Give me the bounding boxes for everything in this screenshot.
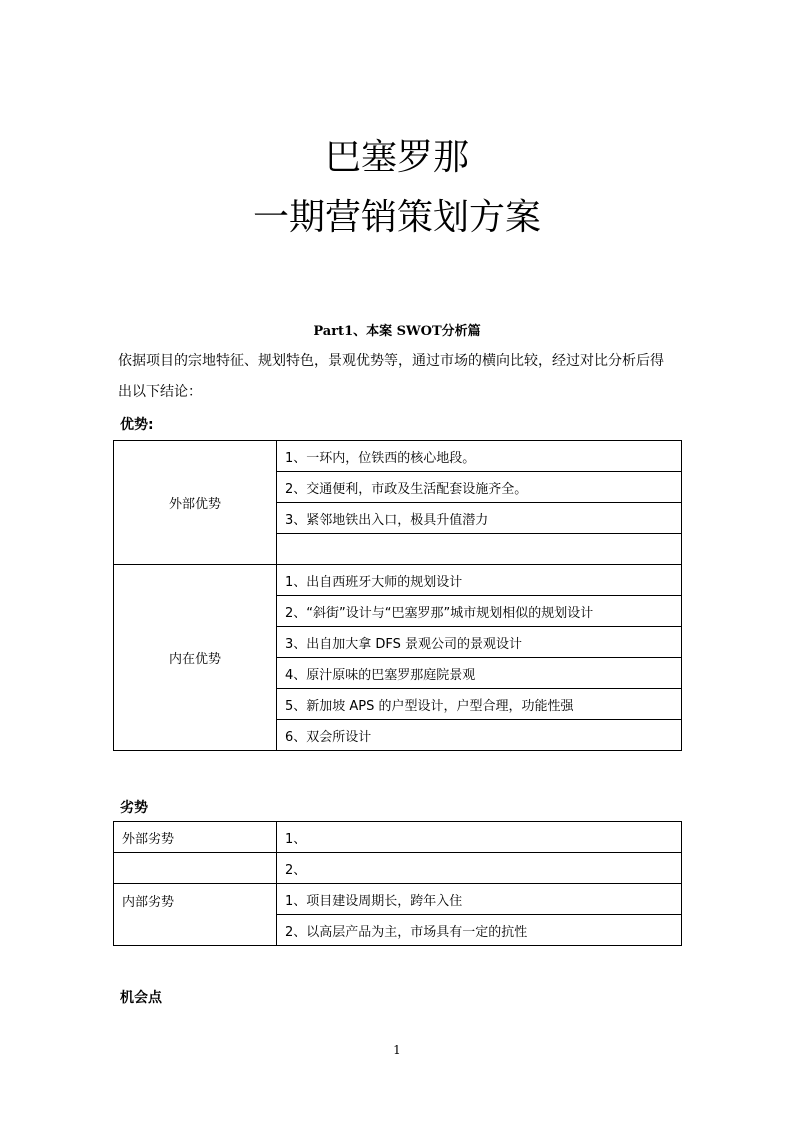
internal-disadvantages-category: 内部劣势 xyxy=(114,884,277,946)
empty-category-cell xyxy=(114,853,277,884)
page-number: 1 xyxy=(393,1043,401,1057)
document-title-line2: 一期营销策划方案 xyxy=(252,197,541,238)
table-cell: 3、紧邻地铁出入口，极具升值潜力 xyxy=(277,503,682,534)
advantages-table xyxy=(113,440,682,751)
table-cell: 4、原汁原味的巴塞罗那庭院景观 xyxy=(277,658,682,689)
table-cell: 5、新加坡 APS 的户型设计，户型合理，功能性强 xyxy=(277,689,682,720)
table-cell: 1、 xyxy=(277,822,682,853)
table-row xyxy=(114,565,682,596)
document-title-line1: 巴塞罗那 xyxy=(324,137,469,178)
table-row xyxy=(114,884,682,915)
table-row xyxy=(114,822,682,853)
table-cell: 1、出自西班牙大师的规划设计 xyxy=(277,565,682,596)
table-cell: 2、交通便利，市政及生活配套设施齐全。 xyxy=(277,472,682,503)
external-advantages-category: 外部优势 xyxy=(114,441,277,565)
table-cell: 2、 xyxy=(277,853,682,884)
disadvantages-table xyxy=(113,821,682,946)
table-row xyxy=(114,441,682,472)
table-cell: 2、“斜街”设计与“巴塞罗那”城市规划相似的规划设计 xyxy=(277,596,682,627)
table-cell: 1、项目建设周期长，跨年入住 xyxy=(277,884,682,915)
table-cell: 6、双会所设计 xyxy=(277,720,682,751)
intro-paragraph xyxy=(118,346,688,408)
table-row xyxy=(114,853,682,884)
external-disadvantages-category: 外部劣势 xyxy=(114,822,277,853)
table-cell: 3、出自加大拿 DFS 景观公司的景观设计 xyxy=(277,627,682,658)
internal-advantages-category: 内在优势 xyxy=(114,565,277,751)
intro-line1: 依据项目的宗地特征、规划特色，景观优势等，通过市场的横向比较，经过对比分析后得 xyxy=(118,353,664,369)
opportunities-label: 机会点 xyxy=(120,990,162,1006)
table-cell xyxy=(277,534,682,565)
table-cell: 1、一环内，位铁西的核心地段。 xyxy=(277,441,682,472)
advantages-label: 优势: xyxy=(120,417,154,433)
disadvantages-label: 劣势 xyxy=(120,800,148,816)
table-cell: 2、以高层产品为主，市场具有一定的抗性 xyxy=(277,915,682,946)
section-heading: Part1、本案 SWOT分析篇 xyxy=(313,324,481,339)
intro-line2: 出以下结论： xyxy=(118,384,202,400)
